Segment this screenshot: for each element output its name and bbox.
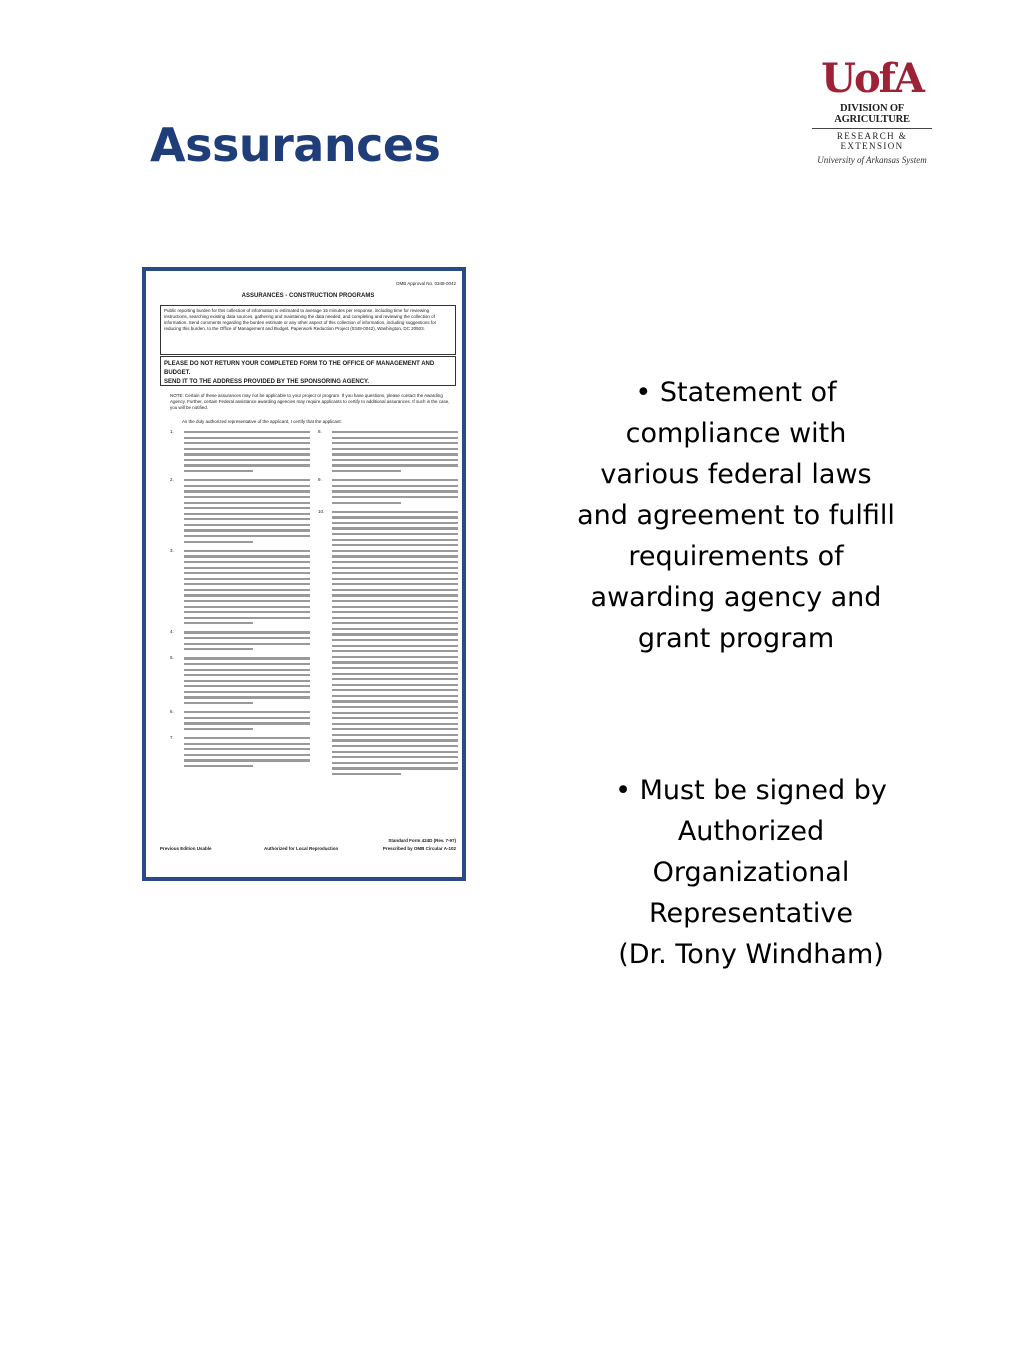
form-item-number: 2. [170, 477, 174, 483]
form-notice [160, 356, 456, 386]
form-item-text-line [184, 600, 310, 602]
form-item-number: 4. [170, 629, 174, 635]
form-item-text-line [184, 622, 253, 624]
form-item-text-line [184, 479, 310, 481]
form-item-text-line [332, 617, 458, 619]
bullet-line: awarding agency and [590, 582, 882, 613]
form-item-text-line [332, 611, 458, 613]
form-item [170, 631, 310, 650]
form-item-text-line [332, 678, 458, 680]
form-item-text-line [332, 751, 458, 753]
bullet-line: requirements of [628, 541, 844, 572]
form-notice-line-1: PLEASE DO NOT RETURN YOUR COMPLETED FORM TO THE OFFICE OF MANAGEMENT AND BUDGET. [164, 361, 435, 376]
form-item-text-line [332, 522, 458, 524]
bullet-line: Authorized [677, 816, 825, 847]
form-item-text-line [332, 667, 458, 669]
form-item-text-line [184, 717, 310, 719]
form-item-text-line [332, 745, 458, 747]
form-item-number: 5. [170, 655, 174, 661]
logo-line-research: RESEARCH & EXTENSION [812, 128, 932, 151]
form-item-text-line [184, 513, 310, 515]
form-item [318, 508, 458, 775]
form-item-text-line [184, 765, 253, 767]
form-item-text-line [332, 689, 458, 691]
form-item-text-line [184, 669, 310, 671]
form-item-text-line [184, 589, 310, 591]
form-item [170, 657, 310, 704]
form-notice-line-2: SEND IT TO THE ADDRESS PROVIDED BY THE SPONSORING AGENCY. [164, 379, 370, 385]
form-item-text-line [184, 578, 310, 580]
form-item-text-line [184, 464, 310, 466]
form-item-number: 8. [318, 429, 322, 434]
form-item-text-line [332, 470, 401, 472]
bullet-line: compliance with [625, 418, 847, 449]
form-item [170, 479, 310, 543]
form-item-text-line [332, 431, 458, 433]
form-item-text-line [184, 674, 310, 676]
form-item-text-line [332, 712, 458, 714]
form-item-text-line [332, 656, 458, 658]
form-item-text-line [332, 706, 458, 708]
form-item-text-line [332, 544, 458, 546]
form-item-text-line [332, 567, 458, 569]
form-item-text-line [332, 606, 458, 608]
form-item-text-line [184, 541, 253, 543]
form-item-text-line [184, 448, 310, 450]
form-item-text-line [184, 711, 310, 713]
form-item-text-line [184, 617, 310, 619]
form-item-text-line [332, 453, 458, 455]
bullet-line: grant program [637, 623, 835, 654]
form-item-text-line [332, 485, 458, 487]
form-item-text-line [332, 589, 458, 591]
form-item-text-line [332, 773, 401, 775]
form-footer-prescribed: Prescribed by OMB Circular A-102 [382, 846, 456, 851]
form-item-text-line [184, 567, 310, 569]
form-item-text-line [332, 448, 458, 450]
logo-line-division: DIVISION OF AGRICULTURE [834, 103, 910, 125]
form-item [318, 479, 458, 504]
form-item-text-line [184, 550, 310, 552]
bullet-line: various federal laws [600, 459, 872, 490]
form-item-text-line [184, 535, 310, 537]
form-item-text-line [184, 702, 253, 704]
form-item-text-line [332, 459, 458, 461]
form-item-text-line [332, 661, 458, 663]
form-item-text-line [184, 648, 253, 650]
form-item-text-line [332, 622, 458, 624]
bullet-line: (Dr. Tony Windham) [618, 939, 884, 970]
form-heading: ASSURANCES - CONSTRUCTION PROGRAMS [241, 293, 375, 299]
form-item-text-line [184, 737, 310, 739]
form-item-number: 10. [318, 508, 325, 514]
form-footer-standard-form: Standard Form 424D (Rev. 7-97) [388, 838, 456, 843]
form-item-text-line [332, 717, 458, 719]
form-item-text-line [184, 754, 310, 756]
form-item-text-line [332, 555, 458, 557]
form-item-text-line [184, 555, 310, 557]
form-item-text-line [332, 511, 458, 513]
form-item-text-line [184, 759, 310, 761]
form-item-text-line [184, 637, 310, 639]
form-item-text-line [332, 496, 458, 498]
form-item-text-line [184, 496, 310, 498]
form-certification: As the duly authorized representative of the applicant, I certify that the applicant: [182, 419, 342, 424]
form-note: NOTE: Certain of these assurances may not be applicable to your project or program. If you have questions, please contact the Awarding Agency. Further, certain Federal assistance awarding agencies may require applicants to certify to additional assurances. If such is the case, you will be notified. [170, 393, 450, 410]
form-item-text-line [332, 561, 458, 563]
form-item-text-line [332, 442, 458, 444]
form-item-text-line [332, 633, 458, 635]
bullet-line: • Must be signed by [615, 775, 887, 806]
assurances-form-image [142, 267, 466, 881]
form-item-number: 1. [170, 429, 174, 434]
uofa-division-of-agriculture-logo [808, 55, 936, 165]
form-item-text-line [332, 756, 458, 758]
form-item-text-line [184, 529, 310, 531]
form-item-text-line [184, 490, 310, 492]
form-item-text-line [332, 673, 458, 675]
form-item-text-line [184, 453, 310, 455]
form-item-text-line [184, 606, 310, 608]
form-item-text-line [332, 639, 458, 641]
form-item-text-line [332, 734, 458, 736]
bullet-line: Organizational [652, 857, 850, 888]
bullet-line: • Statement of [635, 377, 837, 408]
form-items-right-column [318, 431, 458, 782]
form-item-text-line [184, 524, 310, 526]
form-item-text-line [332, 594, 458, 596]
form-item-text-line [332, 583, 458, 585]
form-item-text-line [184, 728, 253, 730]
form-item-text-line [332, 762, 458, 764]
form-item-text-line [332, 516, 458, 518]
form-item-text-line [184, 507, 310, 509]
slide-title: Assurances [150, 118, 441, 172]
form-item-text-line [332, 464, 458, 466]
logo-line-system: University of Arkansas System [817, 155, 927, 165]
form-document [160, 279, 456, 869]
form-item-text-line [332, 628, 458, 630]
form-item-text-line [184, 459, 310, 461]
form-item-text-line [184, 583, 310, 585]
form-item-text-line [184, 696, 310, 698]
form-item-text-line [184, 572, 310, 574]
form-item-text-line [184, 442, 310, 444]
form-item-text-line [184, 722, 310, 724]
form-item-text-line [332, 684, 458, 686]
form-item-text-line [332, 723, 458, 725]
form-item-text-line [184, 643, 310, 645]
bullet-line: and agreement to fulfill [577, 500, 895, 531]
form-item-text-line [184, 657, 310, 659]
form-item-text-line [332, 739, 458, 741]
form-item-text-line [184, 663, 310, 665]
form-item-text-line [184, 680, 310, 682]
form-item-text-line [332, 533, 458, 535]
form-item-number: 9. [318, 477, 322, 483]
form-footer-left: Previous Edition Usable [160, 846, 212, 851]
form-item-text-line [332, 728, 458, 730]
form-item [170, 431, 310, 472]
form-item-text-line [184, 631, 310, 633]
form-item-text-line [332, 650, 458, 652]
form-item-text-line [184, 485, 310, 487]
form-item-text-line [332, 550, 458, 552]
form-items-left-column [170, 431, 310, 774]
form-item-text-line [184, 691, 310, 693]
form-item-text-line [332, 502, 401, 504]
form-item-text-line [184, 748, 310, 750]
form-item-text-line [332, 767, 458, 769]
uofa-logo-mark: UofA [821, 55, 923, 102]
form-item-text-line [332, 600, 458, 602]
form-item [170, 737, 310, 767]
form-item [170, 547, 310, 625]
form-item-number: 3. [170, 547, 174, 553]
form-item-number: 7. [170, 735, 174, 741]
form-item-text-line [332, 572, 458, 574]
form-item-text-line [332, 527, 458, 529]
form-item-text-line [184, 594, 310, 596]
form-item-text-line [184, 502, 310, 504]
form-footer-center: Authorized for Local Reproduction [264, 846, 339, 851]
form-item-text-line [184, 611, 310, 613]
form-item-text-line [332, 700, 458, 702]
bullet-line: Representative [648, 898, 854, 929]
form-item-text-line [332, 479, 458, 481]
bullet-statement-of-compliance [560, 372, 912, 659]
form-item-text-line [184, 685, 310, 687]
bullet-must-be-signed [598, 770, 904, 975]
form-item-text-line [184, 470, 253, 472]
form-item-text-line [184, 561, 310, 563]
form-item-text-line [184, 431, 310, 433]
form-item-text-line [184, 743, 310, 745]
form-item-text-line [184, 518, 310, 520]
form-item-text-line [184, 437, 310, 439]
form-item-text-line [332, 539, 458, 541]
form-item-number: 6. [170, 709, 174, 715]
form-item [170, 711, 310, 730]
form-omb-number: OMB Approval No. 0348-0042 [395, 281, 456, 286]
form-item-text-line [332, 645, 458, 647]
form-item-text-line [332, 695, 458, 697]
form-item-text-line [332, 490, 458, 492]
form-burden-statement: Public reporting burden for this collection of information is estimated to average 15 minutes per response, including time for reviewing instructions, searching existing data sources, gathering and maintaining the data needed, and completing and reviewing the collection of information. Send comments regarding the burden estimate or any other aspect of this collection of information, including suggestions for reducing this burden, to the Office of Management and Budget, Paperwork Reduction Project (0348-0042), Washington, DC 20503. [160, 305, 456, 355]
form-item-text-line [332, 437, 458, 439]
form-item-text-line [332, 578, 458, 580]
form-item [318, 431, 458, 472]
